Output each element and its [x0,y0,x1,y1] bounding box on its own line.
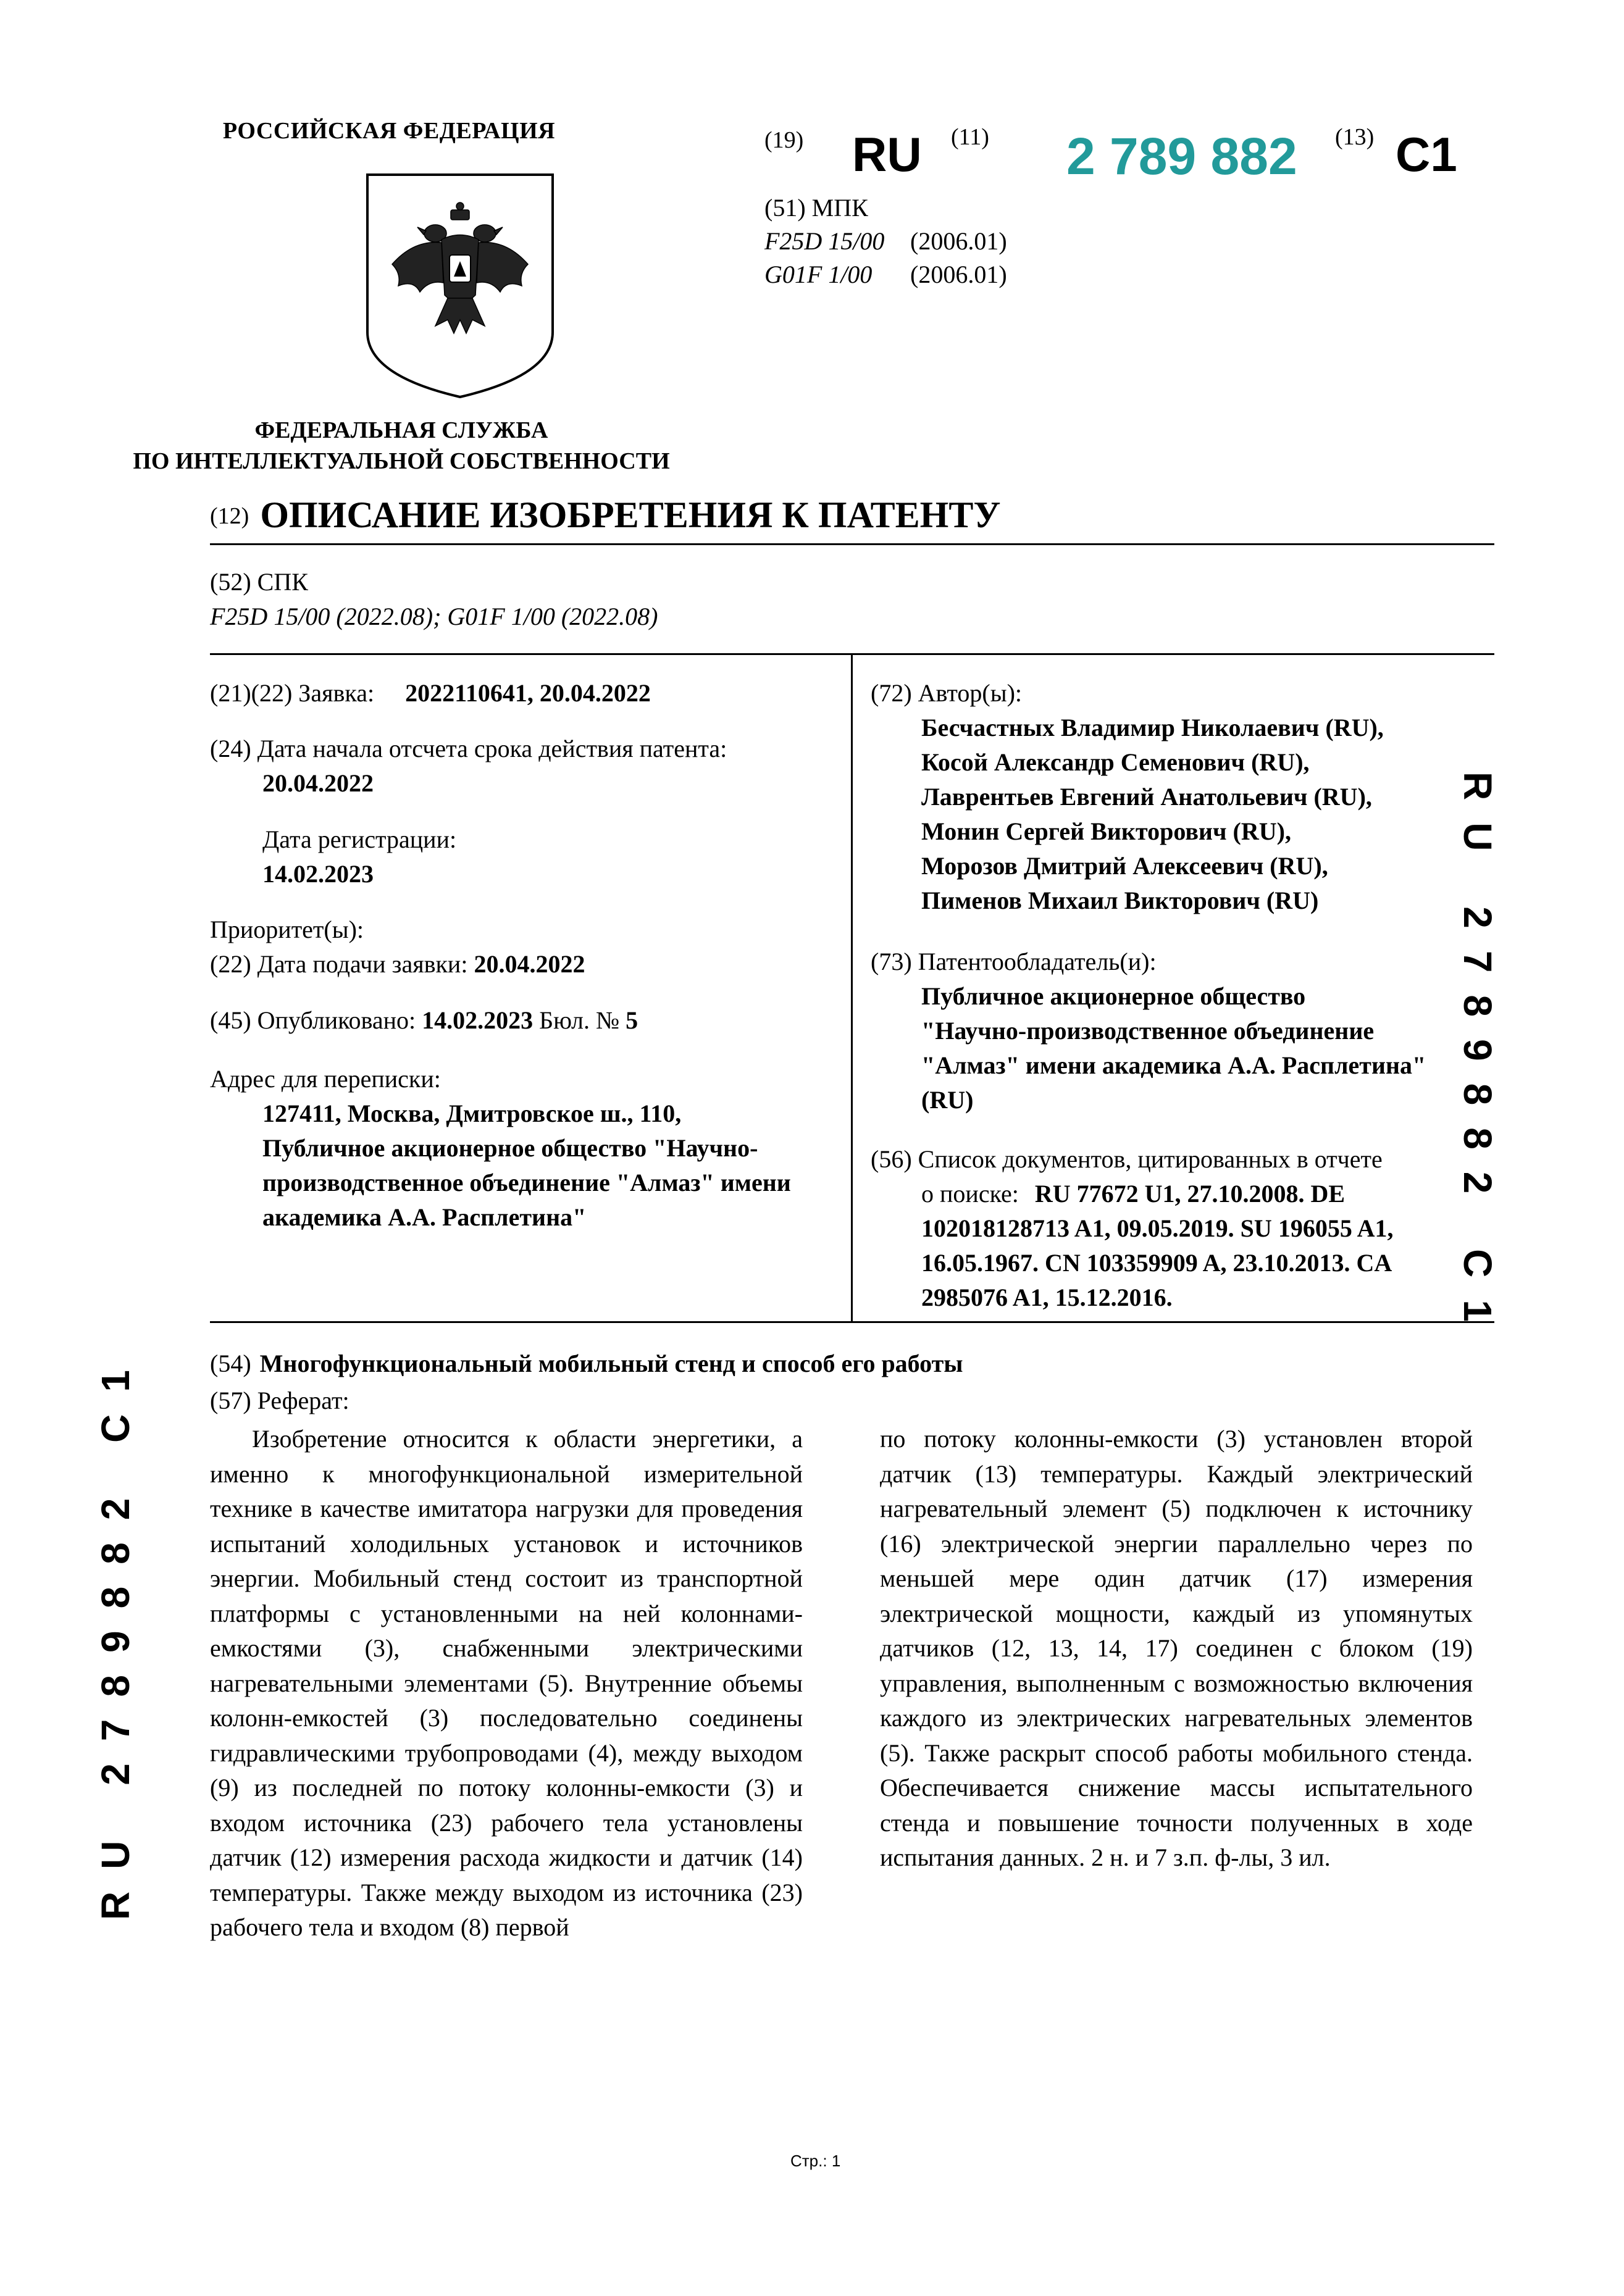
abstract-label: (57) Реферат: [210,1387,349,1414]
authors-label: (72) Автор(ы): [871,679,1022,707]
country-code: RU [852,127,922,182]
address-line: Публичное акционерное общество "Научно- [262,1134,758,1162]
holder-line: Публичное акционерное общество [921,982,1306,1010]
cpc-block [210,565,658,634]
bulletin-value: 5 [626,1006,638,1034]
column-divider [851,653,853,1322]
cited-line: RU 77672 U1, 27.10.2008. DE [1034,1180,1346,1208]
address-block [210,1062,791,1235]
address-line: производственное объединение "Алмаз" имени [262,1169,791,1196]
ipc-label: (51) МПК [764,194,868,222]
holder-line: "Научно-производственное объединение [921,1017,1375,1045]
divider [210,1321,1494,1323]
priority-block [210,912,585,982]
ipc-block [764,191,1007,291]
ipc-class: G01F 1/00 [764,261,873,288]
cited-label: (56) Список документов, цитированных в отчете [871,1145,1383,1173]
start-date-label: (24) Дата начала отсчета срока действия патента: [210,735,727,762]
application-label: (21)(22) Заявка: [210,679,375,707]
patent-number: 2 789 882 [1066,127,1297,185]
cited-documents-block [871,1142,1394,1315]
document-title-text: ОПИСАНИЕ ИЗОБРЕТЕНИЯ К ПАТЕНТУ [260,495,1001,535]
service-line-1: ФЕДЕРАЛЬНАЯ СЛУЖБА [254,417,548,443]
divider [210,543,1494,545]
ipc-row [764,258,1007,291]
ipc-row [764,225,1007,258]
registration-label: Дата регистрации: [262,825,457,853]
ipc-version: (2006.01) [910,227,1007,255]
inid-code-11: (11) [951,124,989,150]
start-date-block [210,732,727,801]
abstract-text-left: Изобретение относится к области энергетики, а именно к многофункциональной измерительной технике в качестве имитатора нагрузки для проведения испытаний холодильных установок и источников энергии. Мобильный стенд состоит из транспортной платформы с установленными на ней колоннами-емкостями (3), снабженными электрическими нагревательными элементами (5). Внутренние объемы колонн-емкостей (3) последовательно соединены гидравлическими трубопроводами (4), между выходом (9) из последней по потоку колонны-емкости (3) и входом источника (23) рабочего тела установлены датчик (12) измерения расхода жидкости и датчик (14) температуры. Также между выходом из источника (23) рабочего тела и входом (8) первой [210,1425,803,1941]
author-name: Пименов Михаил Викторович (RU) [921,887,1319,914]
application-row [210,676,651,711]
priority-label: Приоритет(ы): [210,916,364,943]
author-name: Монин Сергей Викторович (RU), [921,817,1291,845]
patent-holder-block [871,945,1426,1117]
page-number: Стр.: 1 [790,2152,841,2170]
service-line-2: ПО ИНТЕЛЛЕКТУАЛЬНОЙ СОБСТВЕННОСТИ [133,448,670,474]
cited-label-2: о поиске: [921,1180,1019,1208]
holder-label: (73) Патентообладатель(и): [871,948,1157,975]
registration-value: 14.02.2023 [262,860,374,888]
side-patent-id-left: RU 2789882 C1 [93,1348,138,1920]
country-name: РОССИЙСКАЯ ФЕДЕРАЦИЯ [222,118,556,144]
invention-title: Многофункциональный мобильный стенд и способ его работы [259,1350,963,1377]
start-date-value: 20.04.2022 [262,769,374,797]
abstract-text-right: по потоку колонны-емкости (3) установлен второй датчик (13) температуры. Каждый электрический нагревательный элемент (5) подключен к источнику (16) электрической энергии параллельно через по меньшей мере один датчик (17) измерения электрической мощности, каждый из упомянутых датчиков (12, 13, 14, 17) соединен с блоком (19) управления, выполненным с возможностью включения каждого из электрических нагревательных элементов (5). Также раскрыт способ работы мобильного стенда. Обеспечивается снижение массы испытательного стенда и повышение точности полученных в ходе испытания данных. 2 н. и 7 з.п. ф-лы, 3 ил. [880,1425,1473,1871]
bulletin-label: Бюл. № [539,1006,620,1034]
filing-row [210,947,585,982]
side-patent-id-right: RU 2789882 C1 [1455,772,1500,1344]
ipc-version: (2006.01) [910,261,1007,288]
inid-code-13: (13) [1335,124,1375,150]
cited-row [871,1177,1394,1211]
inid-code-54: (54) [210,1350,251,1377]
author-name: Лаврентьев Евгений Анатольевич (RU), [921,783,1372,811]
inid-code-19: (19) [764,127,804,153]
address-line: 127411, Москва, Дмитровское ш., 110, [262,1100,682,1127]
ipc-class: F25D 15/00 [764,227,885,255]
author-name: Морозов Дмитрий Алексеевич (RU), [921,852,1328,880]
author-name: Бесчастных Владимир Николаевич (RU), [921,714,1384,741]
registration-block [210,822,456,891]
address-line: академика А.А. Расплетина" [262,1203,587,1231]
application-value: 2022110641, 20.04.2022 [405,679,651,707]
holder-line: "Алмаз" имени академика А.А. Расплетина" [921,1051,1426,1079]
cpc-classes: F25D 15/00 (2022.08); G01F 1/00 (2022.08) [210,603,658,630]
holder-line: (RU) [921,1086,974,1114]
document-title [210,494,1000,536]
cited-line: 102018128713 A1, 09.05.2019. SU 196055 A1, [921,1214,1394,1242]
filing-label: (22) Дата подачи заявки: [210,950,468,978]
coat-of-arms-emblem [364,172,556,400]
published-row [210,1003,638,1038]
published-label: (45) Опубликовано: [210,1006,416,1034]
cpc-label: (52) СПК [210,568,308,596]
invention-title-row [210,1349,963,1378]
published-value: 14.02.2023 [422,1006,534,1034]
inid-code-12: (12) [210,503,249,529]
cited-line: 16.05.1967. CN 103359909 A, 23.10.2013. CA [921,1249,1392,1277]
federal-service-name [123,415,679,477]
cited-line: 2985076 A1, 15.12.2016. [921,1284,1173,1311]
authors-block [871,676,1384,918]
author-name: Косой Александр Семенович (RU), [921,748,1310,776]
kind-code: C1 [1396,127,1457,182]
address-label: Адрес для переписки: [210,1065,441,1093]
filing-value: 20.04.2022 [474,950,585,978]
